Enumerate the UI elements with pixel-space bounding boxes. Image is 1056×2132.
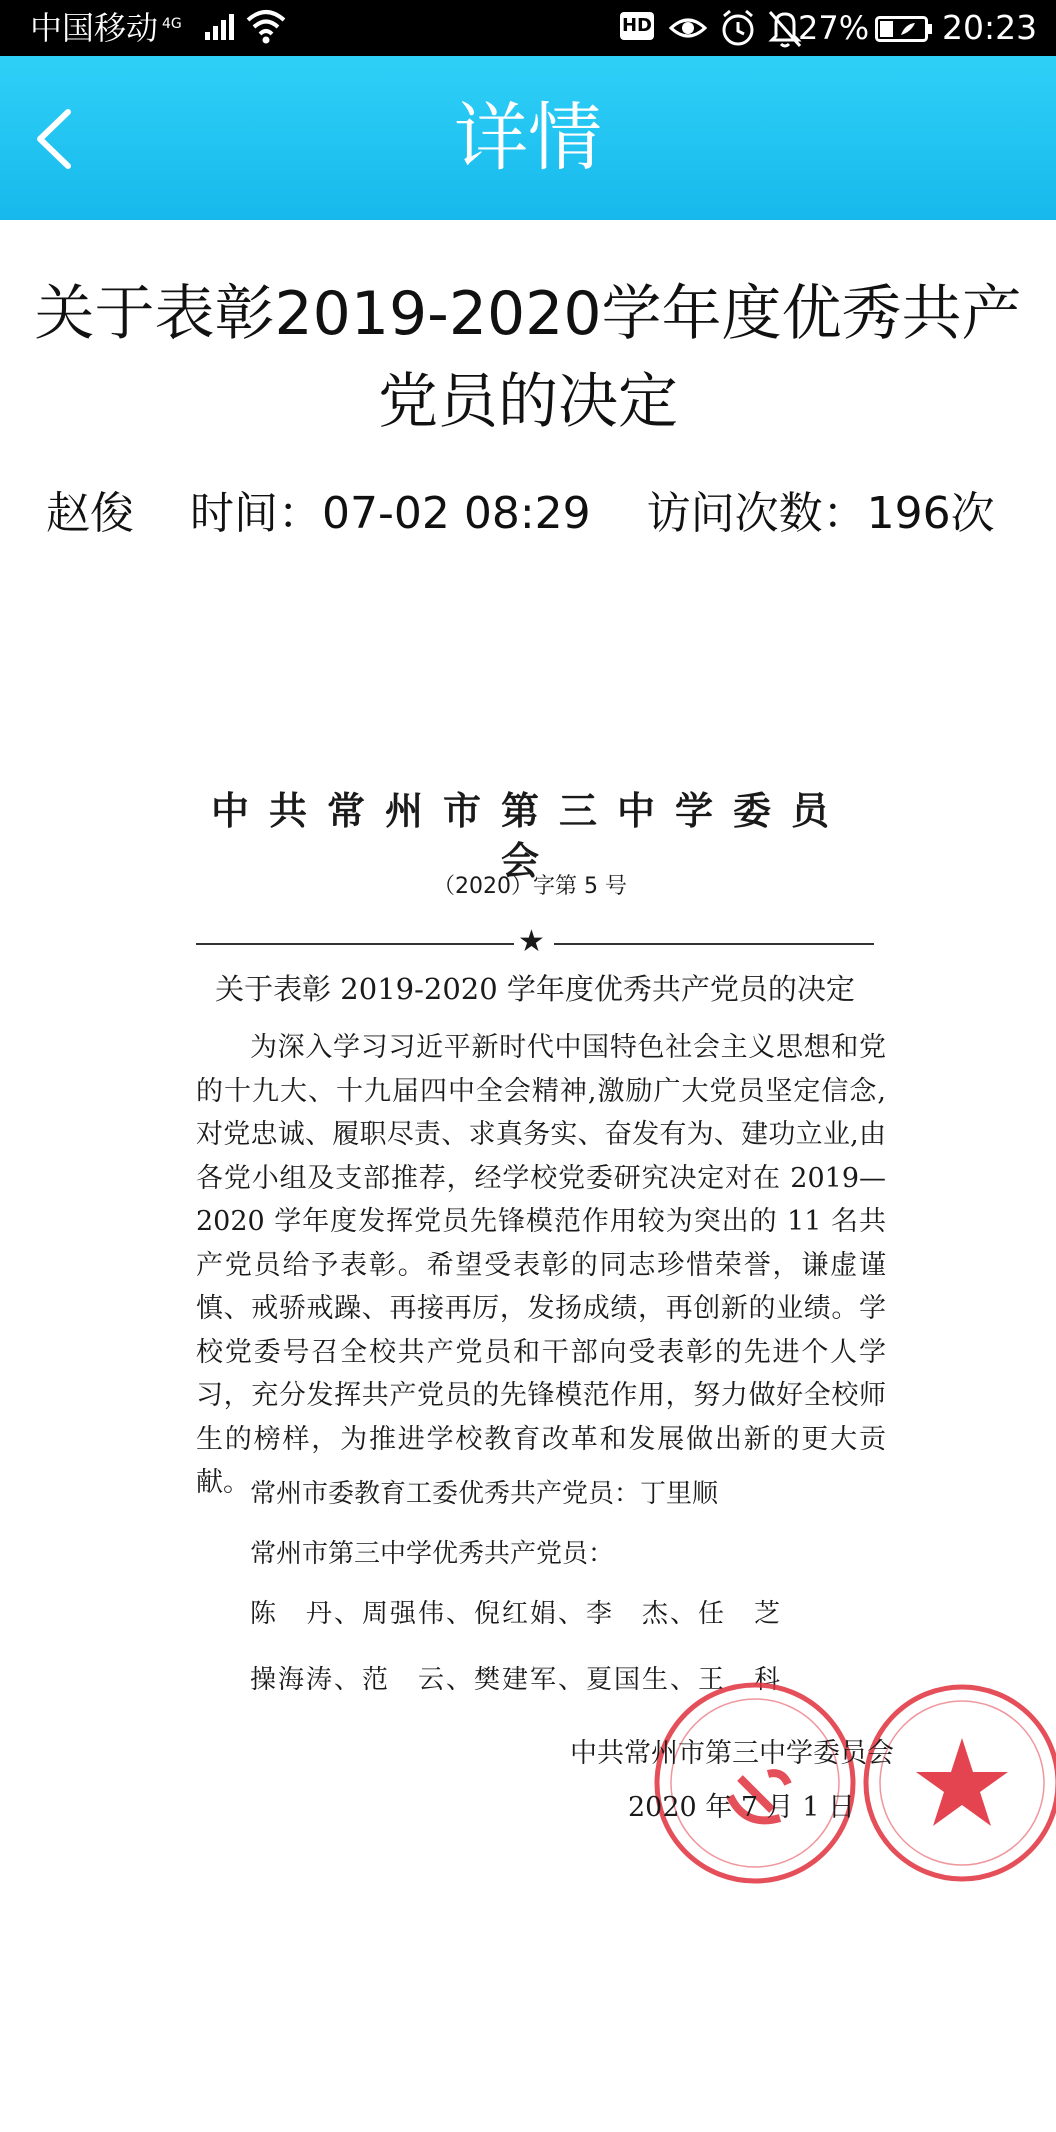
signature-date: 2020 年 7 月 1 日 xyxy=(628,1792,855,1823)
signature-org: 中共常州市第三中学委员会 xyxy=(570,1738,894,1769)
app-bar xyxy=(0,56,1056,220)
document-title: 关于表彰 2019-2020 学年度优秀共产党员的决定 xyxy=(215,972,855,1006)
award-names-2: 操海涛、范 云、樊建军、夏国生、王 科 xyxy=(250,1665,783,1695)
hd-icon: HD xyxy=(620,12,654,40)
article-title: 关于表彰2019-2020学年度优秀共产党员的决定 xyxy=(34,279,1022,437)
award-names-1: 陈 丹、周强伟、倪红娟、李 杰、任 芝 xyxy=(250,1599,783,1629)
document-divider xyxy=(196,924,876,959)
award-city: 常州市委教育工委优秀共产党员：丁里顺 xyxy=(250,1479,719,1509)
document-image xyxy=(0,760,1056,1910)
carrier-name xyxy=(30,6,182,50)
divider-line-right xyxy=(554,943,874,945)
star-icon: ★ xyxy=(518,924,545,959)
author-name: 赵俊 xyxy=(46,488,134,539)
divider-line-left xyxy=(196,943,514,945)
document-number: （2020）字第 5 号 xyxy=(433,874,627,899)
status-clock: 20:23 xyxy=(942,8,1038,47)
network-type: 4G xyxy=(162,16,182,32)
award-school: 常州市第三中学优秀共产党员： xyxy=(250,1539,615,1569)
school-seal-icon xyxy=(852,1678,1056,1888)
battery-icon xyxy=(875,16,933,42)
document-body: 为深入学习习近平新时代中国特色社会主义思想和党的十九大、十九届四中全会精神,激励广大党员坚定信念,对党忠诚、履职尽责、求真务实、奋发有为、建功立业,由各党小组及支部推荐，经学校党委研究决定对在 2019—2020 学年度发挥党员先锋模范作用较为突出的 11 名共产党员给予表彰。希望受表彰的同志珍惜荣誉，谦虚谨慎、戒骄戒躁、再接再厉，发扬成绩，再创新的业绩。学校党委号召全校共产党员和干部向受表彰的先进个人学习，充分发挥共产党员的先锋模范作用，努力做好全校师生的榜样，为推进学校教育改革和发展做出新的更大贡献。 xyxy=(196,1032,886,1498)
eye-icon xyxy=(668,6,708,50)
alarm-icon xyxy=(718,6,758,50)
party-seal-icon xyxy=(650,1678,860,1888)
publish-time: 时间：07-02 08:29 xyxy=(190,488,591,539)
battery-percent: 27% xyxy=(798,9,870,47)
page-title: 详情 xyxy=(454,95,602,181)
visit-count: 访问次数：196次 xyxy=(646,488,995,539)
signal-icon xyxy=(205,14,237,40)
status-bar xyxy=(0,0,1056,56)
document-org-name: 中共常州市第三中学委员会 xyxy=(210,789,849,883)
carrier-label: 中国移动 xyxy=(30,9,159,47)
wifi-icon xyxy=(245,6,287,46)
article-meta xyxy=(46,484,1046,544)
